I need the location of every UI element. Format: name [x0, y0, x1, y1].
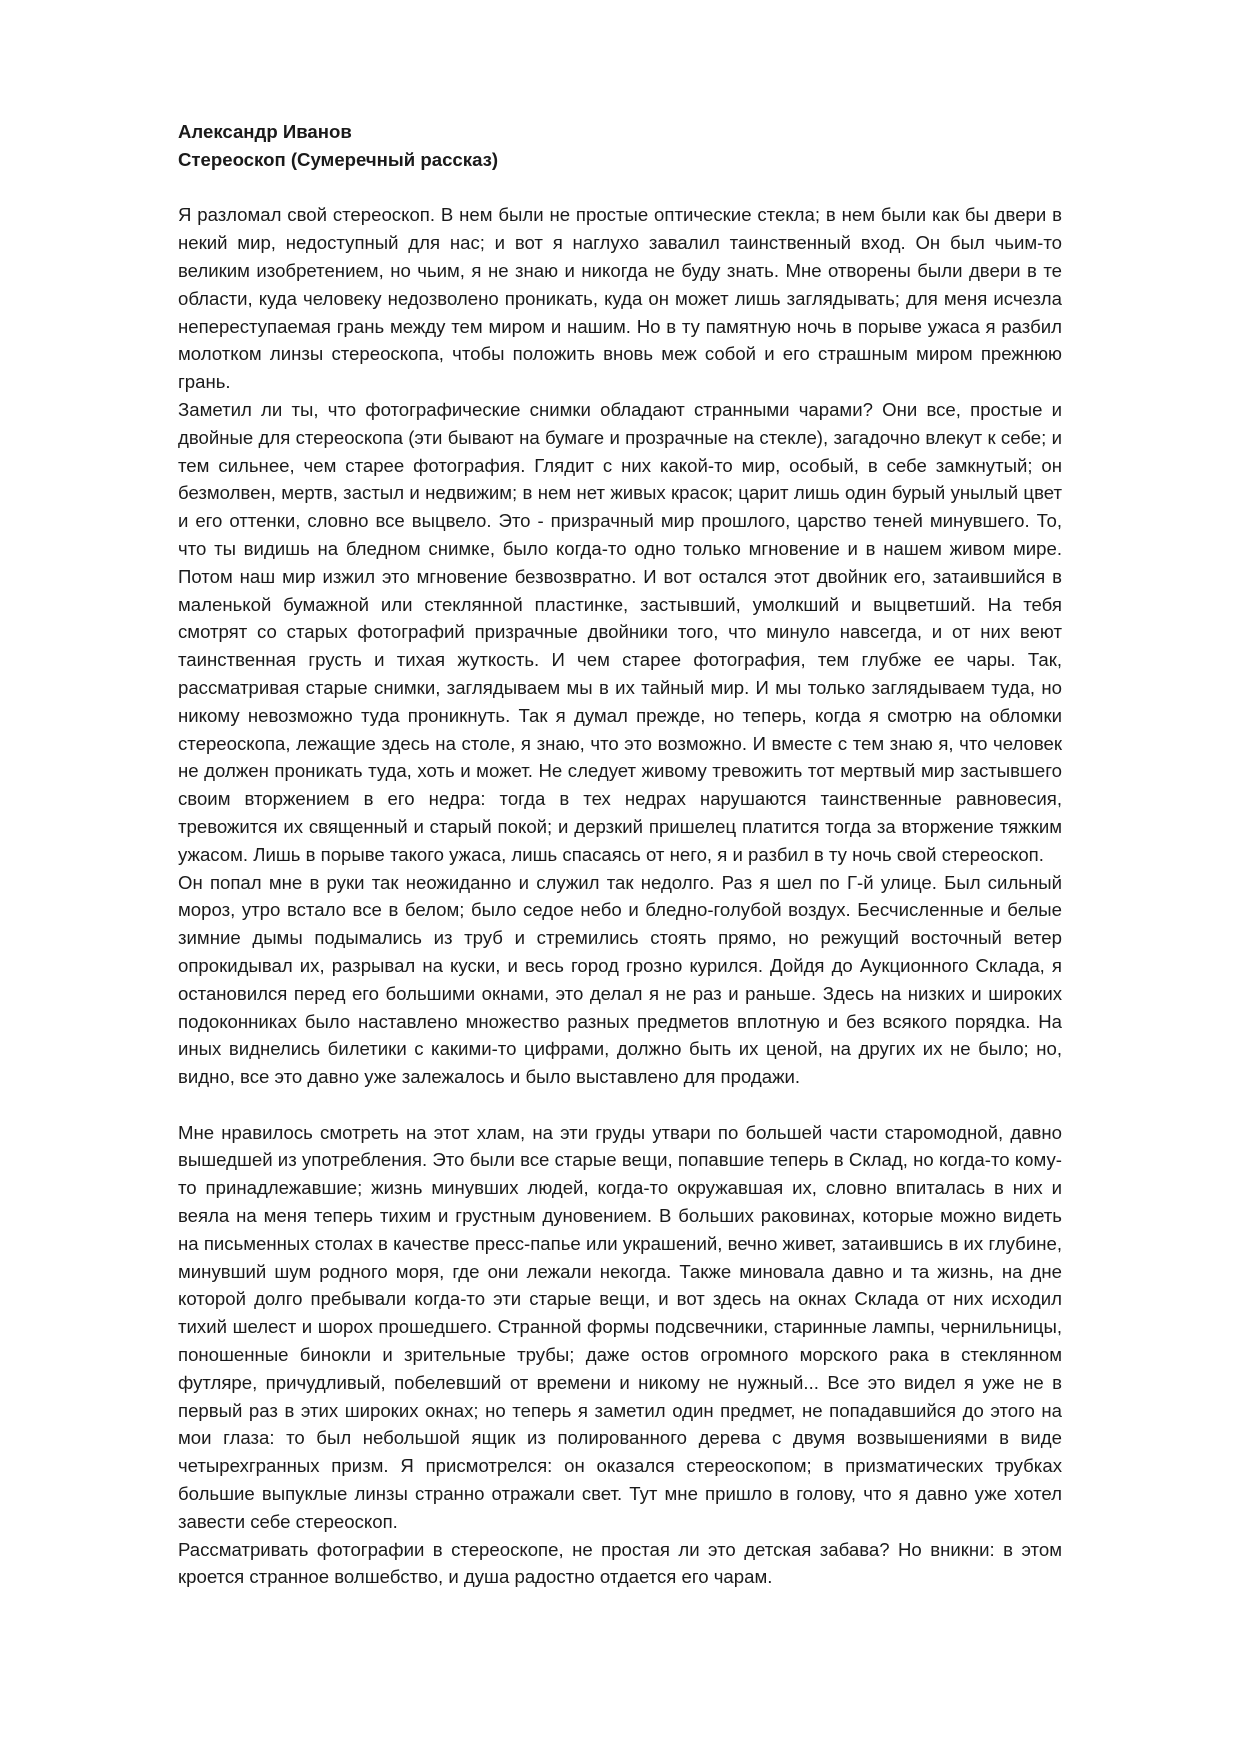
paragraph: Он попал мне в руки так неожиданно и служил так недолго. Раз я шел по Г-й улице. Был сильный мороз, утро встало все в белом; было седое небо и бледно-голубой воздух. Бесчисленные и белые зимние дымы подымались из труб и стремились стоять прямо, но режущий восточный ветер опрокидывал их, разрывал на куски, и весь город грозно курился. Дойдя до Аукционного Склада, я остановился перед его большими окнами, это делал я не раз и раньше. Здесь на низких и широких подоконниках было наставлено множество разных предметов вплотную и без всякого порядка. На иных виднелись билетики с какими-то цифрами, должно быть их ценой, на других их не было; но, видно, все это давно уже залежалось и было выставлено для продажи. [178, 871, 1062, 1088]
paragraph: Мне нравилось смотреть на этот хлам, на эти груды утвари по большей части старомодной, давно вышедшей из употребления. Это были все старые вещи, попавшие теперь в Склад, но когда-то кому-то принадлежавшие; жизнь минувших людей, когда-то окружавшая их, словно впиталась в них и веяла на меня теперь тихим и грустным дуновением. В больших раковинах, которые можно видеть на письменных столах в качестве пресс-папье или украшений, вечно живет, затаившись в их глубине, минувший шум родного моря, где они лежали некогда. Также миновала давно и та жизнь, на дне которой долго пребывали когда-то эти старые вещи, и вот здесь на окнах Склада от них исходил тихий шелест и шорох прошедшего. Странной формы подсвечники, старинные лампы, чернильницы, поношенные бинокли и зрительные трубы; даже остов огромного морского рака в стеклянном футляре, причудливый, побелевший от времени и никому не нужный... Все это видел я уже не в первый раз в этих широких окнах; но теперь я заметил один предмет, не попадавшийся до этого на мои глаза: то был небольшой ящик из полированного дерева с двумя возвышениями в виде четырехгранных призм. Я присмотрелся: он оказался стереоскопом; в призматических трубках большие выпуклые линзы странно отражали свет. Тут мне пришло в голову, что я давно уже хотел завести себе стереоскоп. [178, 1121, 1062, 1532]
document-page [178, 118, 1062, 1591]
author-name: Александр Иванов [178, 121, 352, 142]
paragraph: Рассматривать фотографии в стереоскопе, не простая ли это детская забава? Но вникни: в этом кроется странное волшебство, и душа радостно отдается его чарам. [178, 1538, 1062, 1588]
paragraph: Заметил ли ты, что фотографические снимки обладают странными чарами? Они все, простые и двойные для стереоскопа (эти бывают на бумаге и прозрачные на стекле), загадочно влекут к себе; и тем сильнее, чем старее фотография. Глядит с них какой-то мир, особый, в себе замкнутый; он безмолвен, мертв, застыл и недвижим; в нем нет живых красок; царит лишь один бурый унылый цвет и его оттенки, словно все выцвело. Это - призрачный мир прошлого, царство теней минувшего. То, что ты видишь на бледном снимке, было когда-то одно только мгновение и в нашем живом мире. Потом наш мир изжил это мгновение безвозвратно. И вот остался этот двойник его, затаившийся в маленькой бумажной или стеклянной пластинке, застывший, умолкший и выцветший. На тебя смотрят со старых фотографий призрачные двойники того, что минуло навсегда, и от них веют таинственная грусть и тихая жуткость. И чем старее фотография, тем глубже ее чары. Так, рассматривая старые снимки, заглядываем мы в их тайный мир. И мы только заглядываем туда, но никому невозможно туда проникнуть. Так я думал прежде, но теперь, когда я смотрю на обломки стереоскопа, лежащие здесь на столе, я знаю, что это возможно. И вместе с тем знаю я, что человек не должен проникать туда, хоть и может. Не следует живому тревожить тот мертвый мир застывшего своим вторжением в его недра: тогда в тех недрах нарушаются таинственные равновесия, тревожится их священный и старый покой; и дерзкий пришелец платится тогда за вторжение тяжким ужасом. Лишь в порыве такого ужаса, лишь спасаясь от него, я и разбил в ту ночь свой стереоскоп. [178, 398, 1062, 865]
spacer [178, 1091, 1062, 1119]
spacer [178, 174, 1062, 202]
paragraph: Я разломал свой стереоскоп. В нем были не простые оптические стекла; в нем были как бы двери в некий мир, недоступный для нас; и вот я наглухо завалил таинственный вход. Он был чьим-то великим изобретением, но чьим, я не знаю и никогда не буду знать. Мне отворены были двери в те области, куда человеку недозволено проникать, куда он может лишь заглядывать; для меня исчезла непереступаемая грань между тем миром и нашим. Но в ту памятную ночь в порыве ужаса я разбил молотком линзы стереоскопа, чтобы положить вновь меж собой и его страшным миром прежнюю грань. [178, 204, 1062, 393]
story-title: Стереоскоп (Сумеречный рассказ) [178, 148, 499, 170]
